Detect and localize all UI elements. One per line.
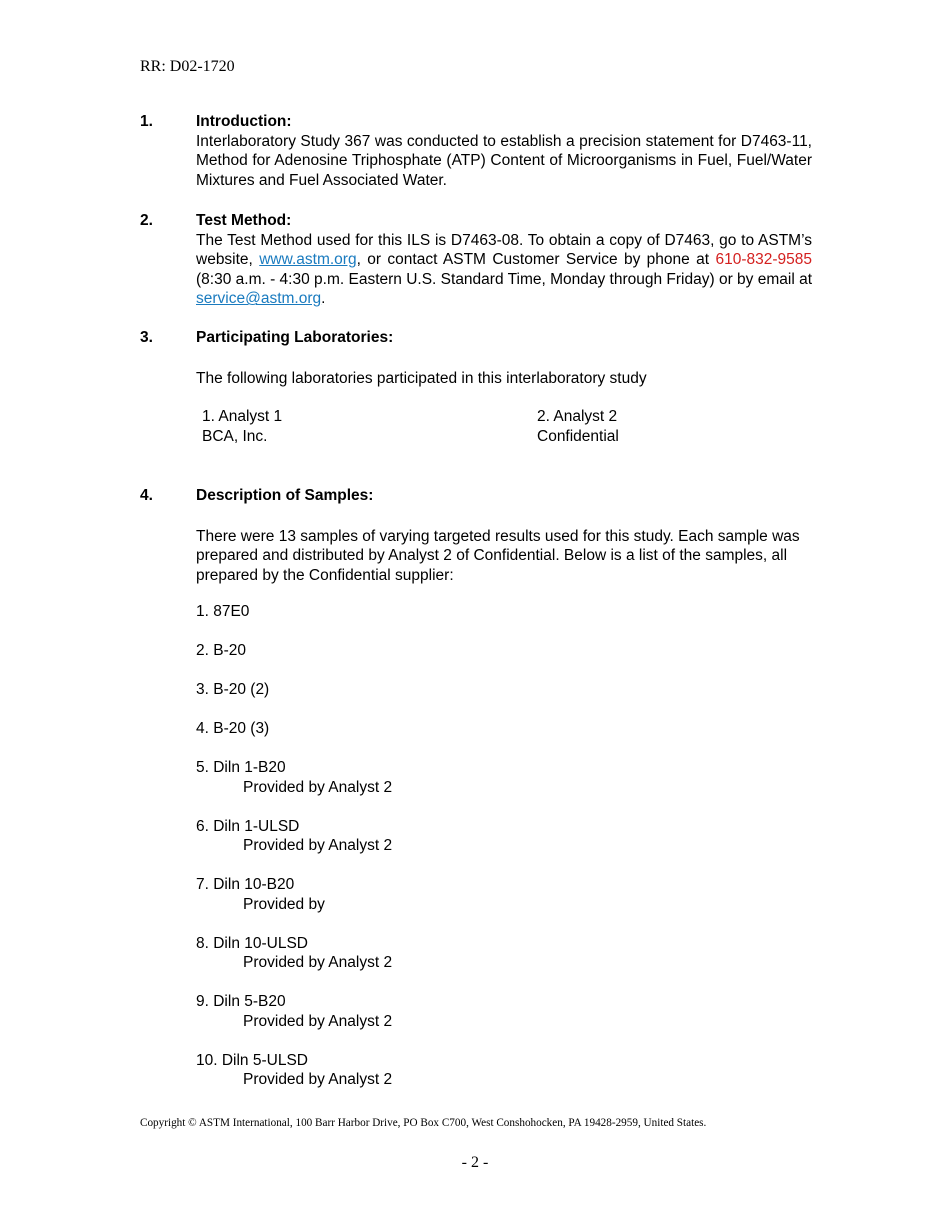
- text-segment: , or contact ASTM Customer Service by phone at: [356, 251, 716, 269]
- page-number: - 2 -: [461, 1154, 489, 1171]
- list-item: [196, 602, 392, 622]
- section-text: There were 13 samples of varying targeted results used for this study. Each sample was prepared and distributed by Analyst 2 of Confidential. Below is a list of the samples, all prepared by the Confidential supplier:: [196, 527, 800, 584]
- sample-provider: Provided by Analyst 2: [243, 1012, 393, 1030]
- sample-label: 3. B-20 (2): [196, 680, 270, 698]
- sample-list: [196, 602, 392, 1109]
- lab-analyst: 1. Analyst 1: [202, 408, 283, 426]
- section-number: 2.: [140, 212, 153, 229]
- lab-organization: Confidential: [537, 427, 619, 445]
- section-title: Introduction:: [196, 113, 292, 130]
- section-title: Description of Samples:: [196, 487, 374, 504]
- list-item: [196, 992, 392, 1031]
- section-title: Participating Laboratories:: [196, 329, 394, 346]
- list-item: [196, 719, 392, 739]
- list-item: [196, 641, 392, 661]
- lab-list: [196, 407, 812, 447]
- section-participating-labs: [140, 328, 812, 447]
- section-title: Test Method:: [196, 212, 292, 229]
- section-sample-description: [140, 486, 812, 585]
- sample-provider: Provided by Analyst 2: [243, 1071, 393, 1089]
- sample-label: 10. Diln 5-ULSD: [196, 1051, 308, 1069]
- sample-label: 2. B-20: [196, 641, 246, 659]
- list-item: [196, 758, 392, 797]
- service-email-link[interactable]: service@astm.org: [196, 290, 322, 308]
- report-id-header: RR: D02-1720: [140, 58, 235, 75]
- sample-provider: Provided by Analyst 2: [243, 837, 393, 855]
- sample-label: 9. Diln 5-B20: [196, 993, 286, 1011]
- section-text: Interlaboratory Study 367 was conducted to establish a precision statement for D7463-11, Method for Adenosine Triphosphate (ATP) Content of Microorganisms in Fuel, Fuel/Water Mixtures and Fuel Associated Water.: [196, 132, 812, 189]
- sample-provider: Provided by: [243, 895, 325, 913]
- section-introduction: [140, 112, 812, 190]
- section-number: 3.: [140, 329, 153, 346]
- text-segment: The Test Method used for this ILS is D7463-08. To obtain a copy of D7463, go to ASTM’s website,: [196, 231, 812, 269]
- text-segment: .: [321, 290, 326, 308]
- text-segment: (8:30 a.m. - 4:30 p.m. Eastern U.S. Standard Time, Monday through Friday) or by email at: [196, 270, 812, 288]
- sample-label: 5. Diln 1-B20: [196, 758, 286, 776]
- sample-provider: Provided by Analyst 2: [243, 778, 393, 796]
- section-number: 4.: [140, 487, 153, 504]
- section-text: The following laboratories participated in this interlaboratory study: [196, 369, 647, 387]
- lab-analyst: 2. Analyst 2: [537, 408, 618, 426]
- section-number: 1.: [140, 113, 153, 130]
- sample-label: 4. B-20 (3): [196, 719, 270, 737]
- astm-website-link[interactable]: www.astm.org: [259, 251, 357, 269]
- lab-organization: BCA, Inc.: [202, 427, 268, 445]
- lab-entry: [537, 407, 619, 446]
- sample-provider: Provided by Analyst 2: [243, 954, 393, 972]
- section-test-method: [140, 211, 812, 309]
- sample-label: 1. 87E0: [196, 603, 250, 620]
- list-item: [196, 875, 392, 914]
- copyright-footer: Copyright © ASTM International, 100 Barr Harbor Drive, PO Box C700, West Conshohocken, PA 19428-2959, United States.: [140, 1117, 707, 1129]
- phone-number: 610-832-9585: [715, 251, 812, 269]
- sample-label: 7. Diln 10-B20: [196, 876, 295, 894]
- sample-label: 8. Diln 10-ULSD: [196, 934, 308, 952]
- list-item: [196, 680, 392, 700]
- list-item: [196, 817, 392, 856]
- list-item: [196, 934, 392, 973]
- sample-label: 6. Diln 1-ULSD: [196, 817, 300, 835]
- lab-entry: [202, 407, 282, 446]
- section-text: [196, 231, 812, 309]
- list-item: [196, 1051, 392, 1090]
